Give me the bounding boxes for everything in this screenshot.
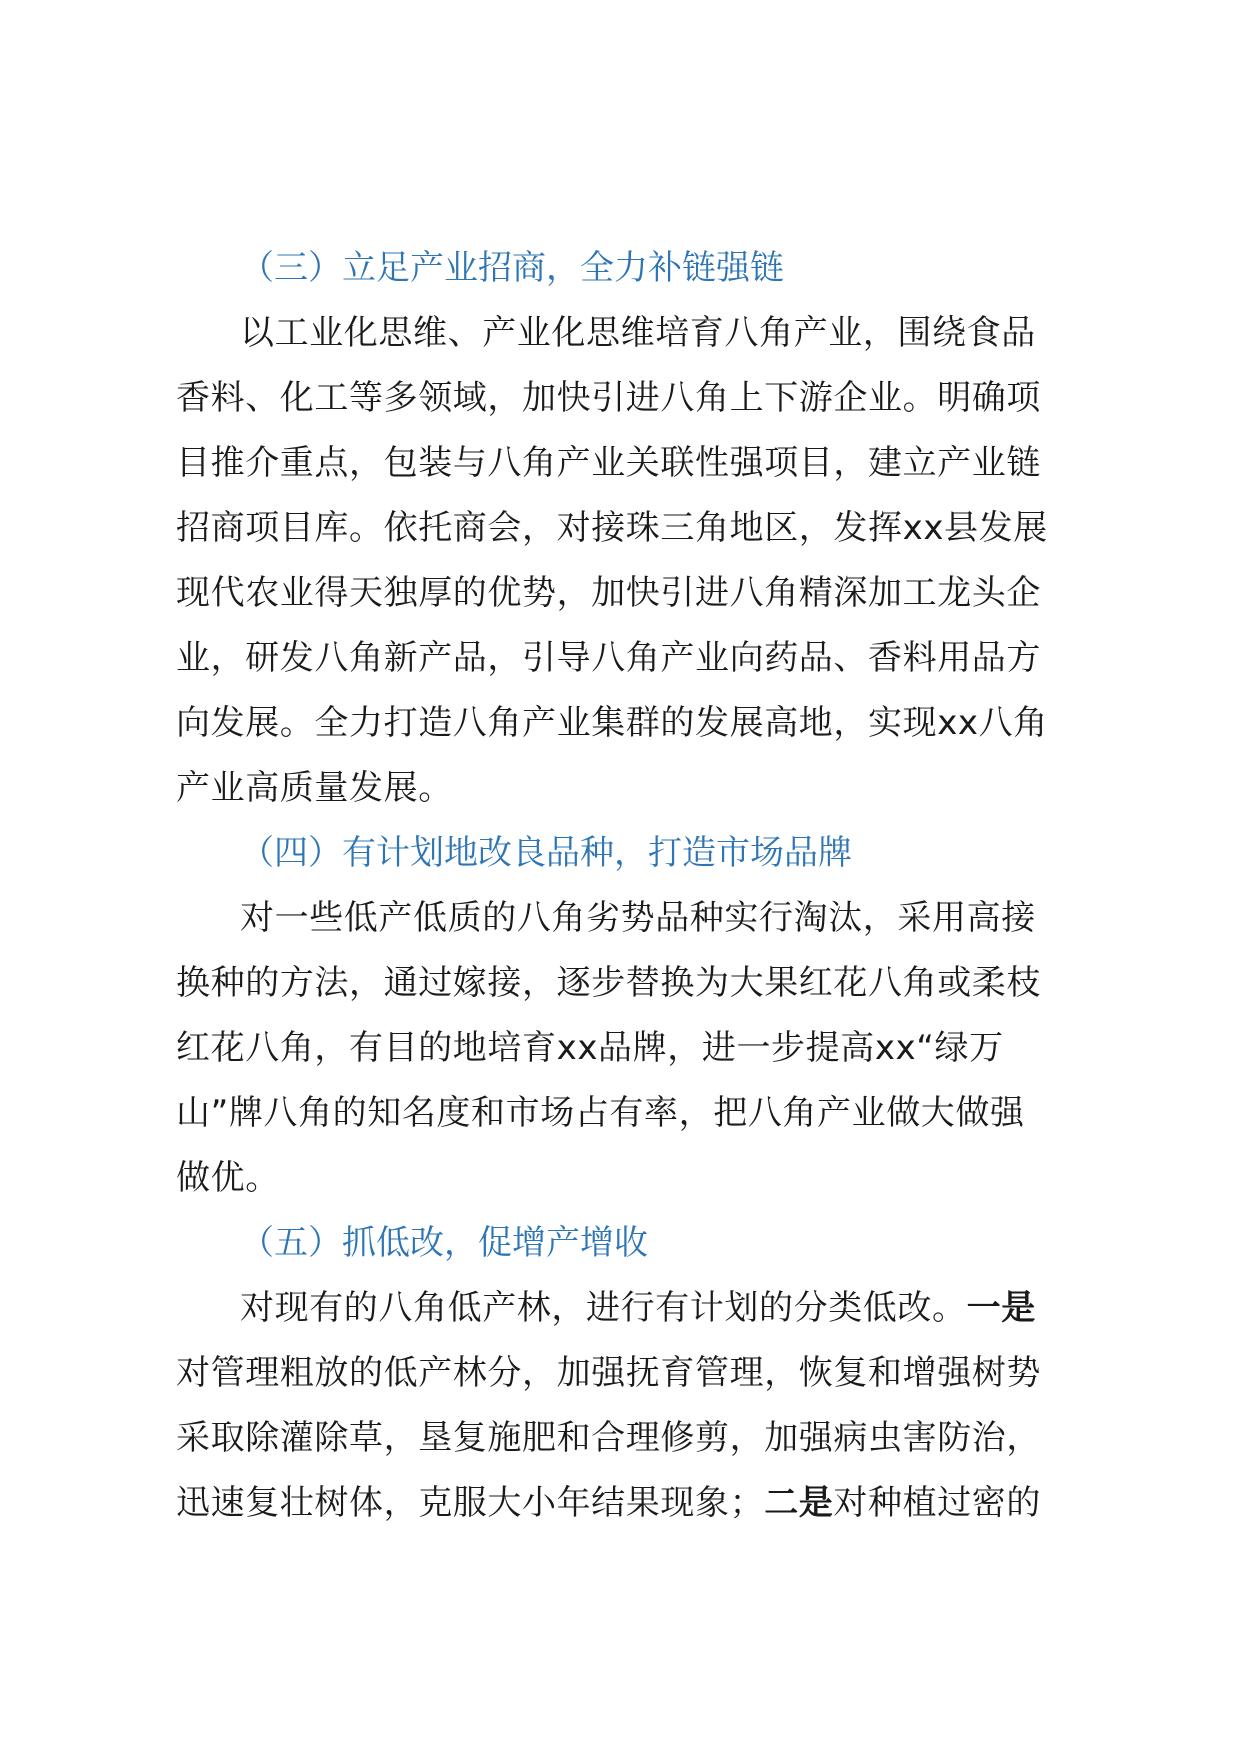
paragraph-line: 以工业化思维、产业化思维培育八角产业，围绕食品: [240, 313, 1036, 353]
paragraph-line: 向发展。全力打造八角产业集群的发展高地，实现xx八角: [176, 703, 1048, 743]
paragraph-line: 招商项目库。依托商会，对接珠三角地区，发挥xx县发展: [176, 508, 1048, 548]
section-paragraph-3: [176, 301, 1096, 821]
paragraph-line: [176, 1276, 1096, 1341]
paragraph-line: 山”牌八角的知名度和市场占有率，把八角产业做大做强: [176, 1093, 1025, 1133]
paragraph-line: 对管理粗放的低产林分，加强抚育管理，恢复和增强树势: [176, 1353, 1041, 1393]
paragraph-line: 换种的方法，通过嫁接，逐步替换为大果红花八角或柔枝: [176, 963, 1041, 1003]
section-paragraph-5: [176, 1276, 1096, 1536]
paragraph-line: 目推介重点，包装与八角产业关联性强项目，建立产业链: [176, 443, 1041, 483]
emphasis-text: 二是: [764, 1483, 834, 1523]
section-heading-3: （三）立足产业招商，全力补链强链: [240, 248, 784, 288]
paragraph-text: 迅速复壮树体，克服大小年结果现象；: [176, 1483, 765, 1523]
paragraph-line: 产业高质量发展。: [176, 768, 453, 808]
emphasis-text: 一是: [966, 1288, 1036, 1328]
paragraph-line: 做优。: [176, 1158, 280, 1198]
section-heading-4: （四）有计划地改良品种，打造市场品牌: [240, 833, 852, 873]
paragraph-line: 红花八角，有目的地培育xx品牌，进一步提高xx“绿万: [176, 1028, 1004, 1068]
paragraph-line: 香料、化工等多领域，加快引进八角上下游企业。明确项: [176, 378, 1041, 418]
document-body: [176, 236, 1096, 1536]
paragraph-line: [176, 1471, 1096, 1536]
paragraph-line: 现代农业得天独厚的优势，加快引进八角精深加工龙头企: [176, 573, 1041, 613]
paragraph-text: 对现有的八角低产林，进行有计划的分类低改。: [240, 1288, 967, 1328]
paragraph-text: 对种植过密的: [833, 1483, 1042, 1523]
section-heading-5: （五）抓低改，促增产增收: [240, 1223, 648, 1263]
paragraph-line: 对一些低产低质的八角劣势品种实行淘汰，采用高接: [240, 898, 1036, 938]
paragraph-line: 业，研发八角新产品，引导八角产业向药品、香料用品方: [176, 638, 1041, 678]
paragraph-line: 采取除灌除草，垦复施肥和合理修剪，加强病虫害防治，: [176, 1418, 1041, 1458]
section-paragraph-4: [176, 886, 1096, 1211]
